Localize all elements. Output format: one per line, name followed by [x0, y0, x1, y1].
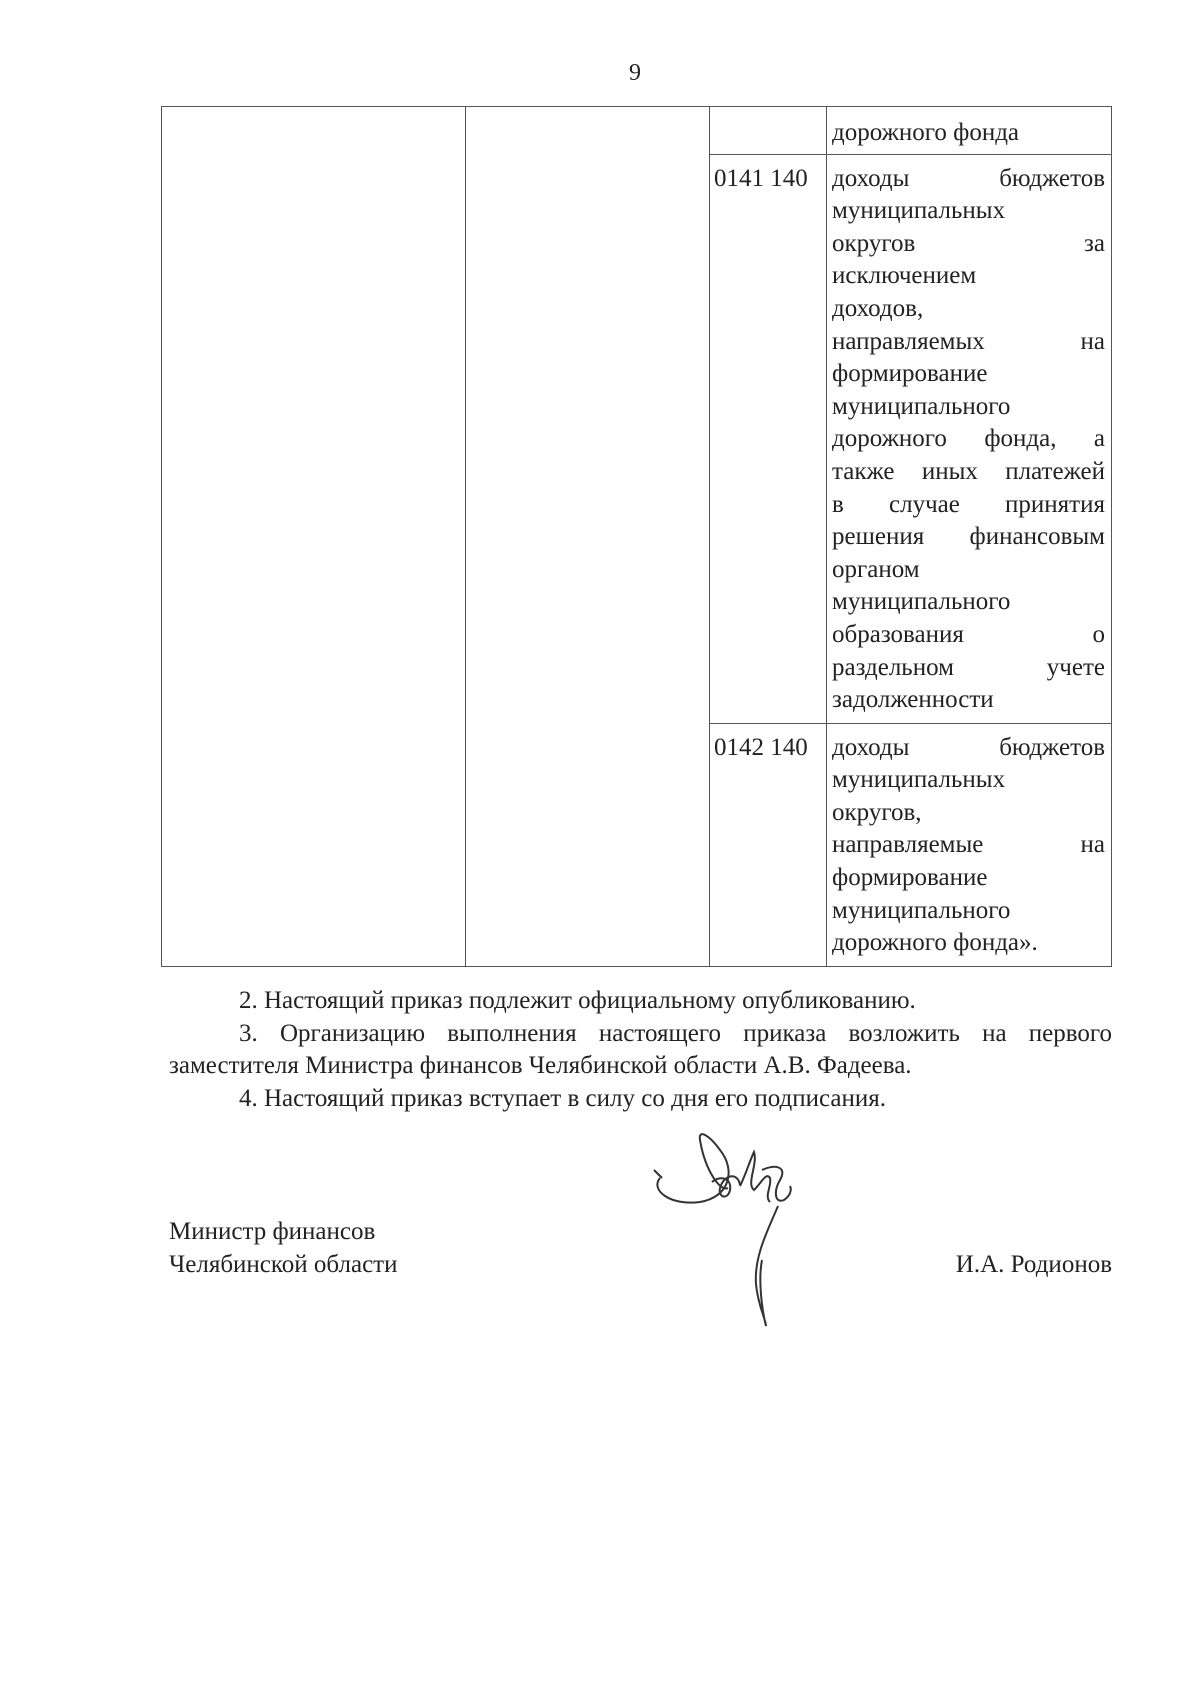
- description-line: доходы бюджетов: [832, 733, 1105, 761]
- table-cell-code: 0141 140: [710, 154, 827, 723]
- description-line: направляемых на: [832, 327, 1105, 355]
- handwritten-signature: [650, 1130, 830, 1330]
- description-line: формирование: [832, 864, 988, 892]
- signatory-name: И.А. Родионов: [955, 1251, 1112, 1278]
- page-number: 9: [629, 60, 641, 86]
- description-line: муниципальных: [832, 197, 1006, 225]
- description-line: дорожного фонда, а: [832, 425, 1105, 453]
- table-row: [162, 107, 1112, 155]
- description-line: дорожного фонда: [832, 119, 1020, 146]
- table-cell-code: [710, 107, 827, 155]
- description-line: муниципальных: [832, 766, 1006, 794]
- description-line: округов,: [832, 798, 922, 826]
- description-line: муниципального: [832, 896, 1011, 924]
- description-line: образования о: [832, 620, 1105, 648]
- description-line: муниципального: [832, 392, 1011, 420]
- table-cell-description: [827, 154, 1112, 723]
- signatory-position: Министр финансов: [169, 1218, 376, 1245]
- description-line: доходы бюджетов: [832, 164, 1105, 192]
- description-line: в случае принятия: [832, 490, 1105, 518]
- description-line: направляемые на: [832, 831, 1105, 859]
- description-line: исключением: [832, 262, 977, 290]
- clause-execution: 3. Организацию выполнения настоящего приказа возложить на первого заместителя Министра финансов Челябинской области А.В. Фадеева.: [169, 1019, 1112, 1079]
- table-cell-empty: [466, 107, 710, 967]
- description-line: решения финансовым: [832, 523, 1105, 551]
- signatory-title: [169, 1215, 397, 1281]
- clause-publication: 2. Настоящий приказ подлежит официальному опубликованию.: [239, 987, 916, 1014]
- description-line: задолженности: [832, 686, 994, 714]
- description-line: муниципального: [832, 588, 1011, 616]
- description-line: округов за: [832, 229, 1105, 257]
- description-line: формирование: [832, 360, 988, 388]
- description-line: дорожного фонда».: [832, 929, 1038, 957]
- signatory-region: Челябинской области: [169, 1251, 398, 1278]
- order-clauses: [169, 985, 1112, 1115]
- description-line: органом: [832, 555, 920, 583]
- description-line: также иных платежей: [832, 457, 1105, 485]
- table-cell-empty: [162, 107, 466, 967]
- description-line: доходов,: [832, 294, 924, 322]
- income-codes-table: [161, 106, 1112, 967]
- clause-effective-date: 4. Настоящий приказ вступает в силу со дня его подписания.: [239, 1084, 887, 1112]
- description-line: раздельном учете: [832, 653, 1105, 681]
- table-cell-code: 0142 140: [710, 723, 827, 966]
- table-cell-description: [827, 723, 1112, 966]
- table-cell-description: [827, 107, 1112, 155]
